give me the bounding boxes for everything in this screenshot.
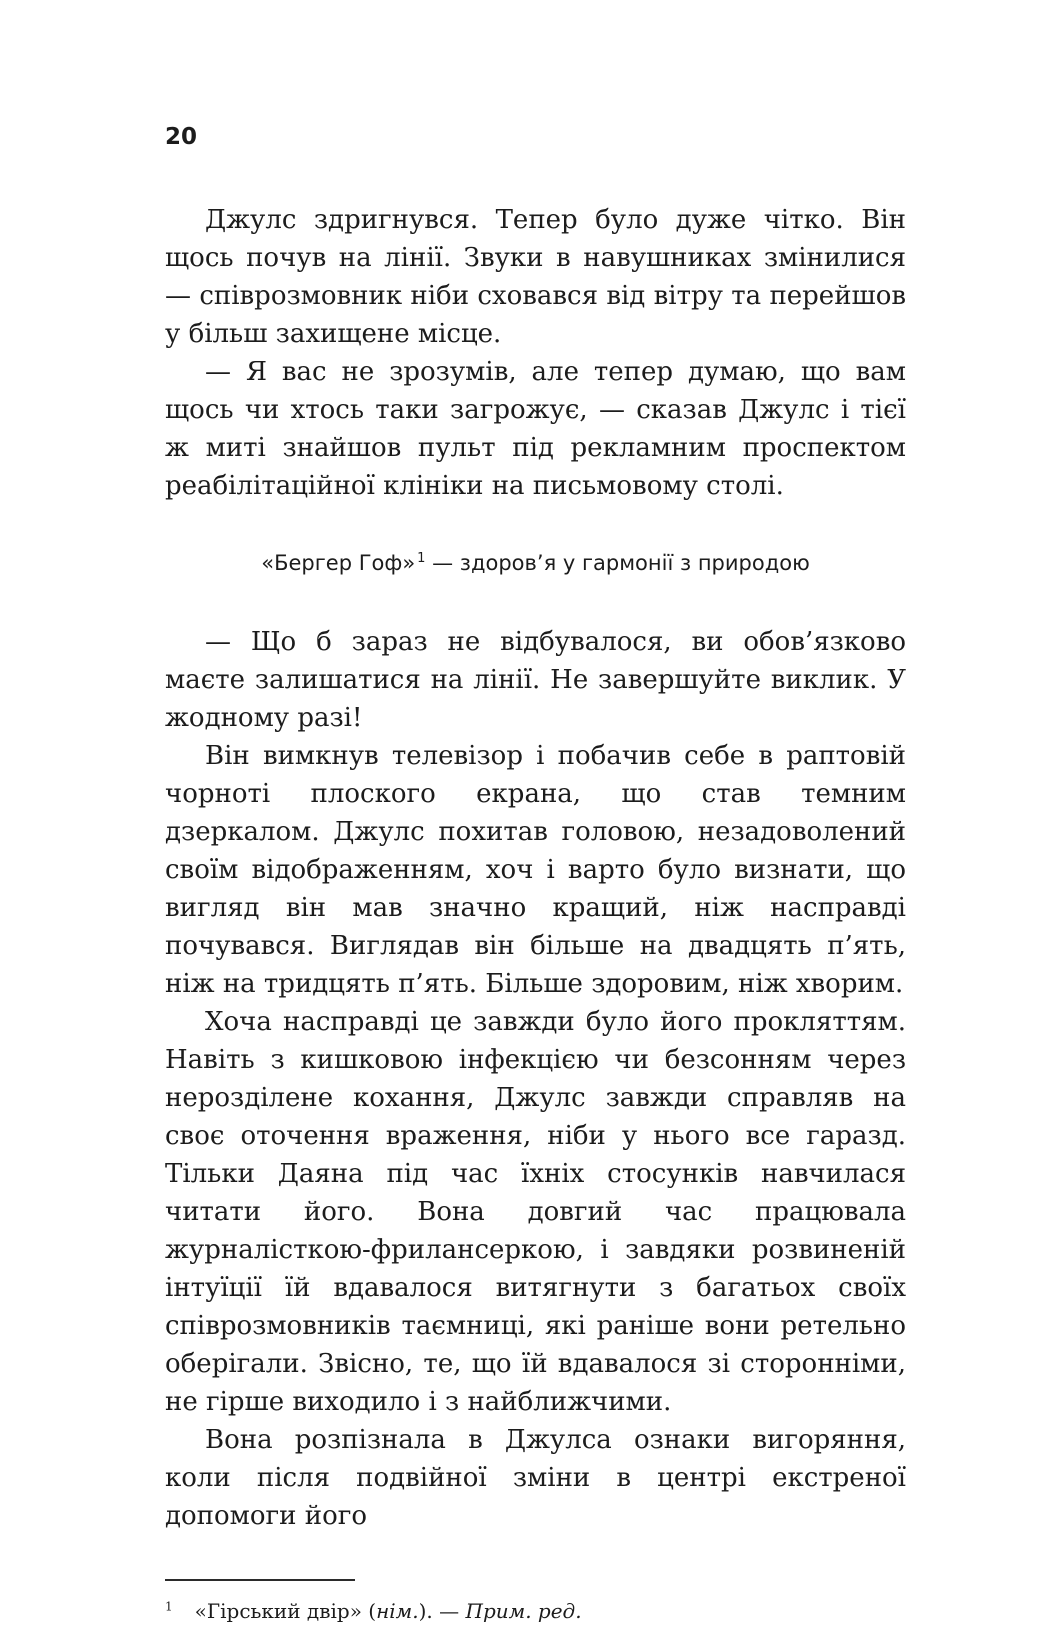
caption-text-before: «Бергер Гоф» — [261, 551, 416, 575]
footnote-text-part-1: «Гірський двір» ( — [194, 1599, 377, 1623]
footnote-editor-note: Прим. ред. — [465, 1599, 582, 1623]
footnote-text — [195, 1599, 582, 1623]
footnote-section — [165, 1579, 906, 1625]
paragraph-5: Хоча насправді це завжди було його прокляттям. Навіть з кишковою інфекцією чи безсонням через нерозділене кохання, Джулс завжди справляв на своє оточення враження, ніби у нього все гаразд. Тільки Даяна під час їхніх стосунків навчилася читати його. Вона довгий час працювала журналісткою-фрилансеркою, і завдяки розвиненій інтуїції їй вдавалося витягнути з багатьох своїх співрозмовників таємниці, які раніше вони ретельно оберігали. Звісно, те, що їй вдавалося зі сторонніми, не гірше виходило і з найближчими. — [165, 1007, 906, 1417]
footnote-language-note: нім. — [376, 1599, 419, 1623]
page-number: 20 — [165, 124, 198, 150]
paragraph-2: — Я вас не зрозумів, але тепер думаю, що вам щось чи хтось таки загрожує, — сказав Джулс і тієї ж миті знайшов пульт під рекламним проспектом реабілітаційної клініки на письмовому столі. — [165, 357, 906, 501]
footnote-marker: 1 — [165, 1599, 173, 1614]
caption-text-after: — здоров’я у гармонії з природою — [425, 551, 810, 575]
paragraph-1: Джулс здригнувся. Тепер було дуже чітко. Він щось почув на лінії. Звуки в навушниках змінилися — співрозмовник ніби сховався від вітру та перейшов у більш захищене місце. — [165, 205, 906, 349]
paragraph-3: — Що б зараз не відбувалося, ви обов’язково маєте залишатися на лінії. Не завершуйте виклик. У жодному разі! — [165, 627, 906, 733]
footnote — [165, 1597, 906, 1625]
footnote-text-part-2: ). — — [418, 1599, 466, 1623]
footnote-divider — [165, 1579, 355, 1581]
advert-caption — [165, 549, 906, 577]
paragraph-4: Він вимкнув телевізор і побачив себе в раптовій чорноті плоского екрана, що став темним дзеркалом. Джулс похитав головою, незадоволений своїм відображенням, хоч і варто було визнати, що вигляд він мав значно кращий, ніж насправді почувався. Виглядав він більше на двадцять п’ять, ніж на тридцять п’ять. Більше здоровим, ніж хворим. — [165, 741, 906, 999]
page-body — [165, 201, 906, 1535]
paragraph-6: Вона розпізнала в Джулса ознаки вигоряння, коли після подвійної зміни в центрі екстреної допомоги його — [165, 1425, 906, 1531]
footnote-reference: 1 — [417, 551, 426, 566]
